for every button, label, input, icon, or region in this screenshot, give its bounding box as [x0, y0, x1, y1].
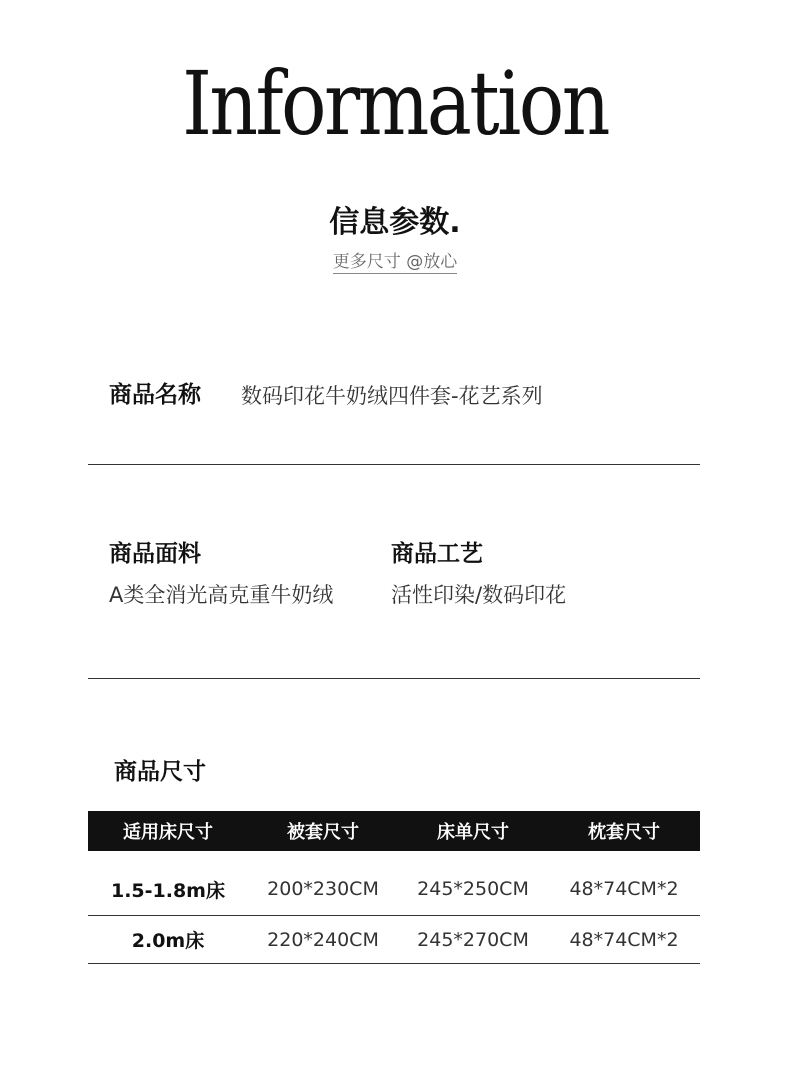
- table-row: [88, 863, 700, 916]
- product-name-value: 数码印花牛奶绒四件套-花艺系列: [241, 384, 543, 408]
- header-pillowcase-size: 枕套尺寸: [588, 822, 660, 843]
- hero-title: Information: [182, 52, 608, 155]
- table-cell-bed-size: 1.5-1.8m床: [110, 879, 225, 902]
- table-cell-duvet-size: 220*240CM: [267, 928, 379, 951]
- table-cell-duvet-size: 200*230CM: [267, 878, 379, 900]
- product-name-label: 商品名称: [109, 382, 201, 408]
- header-bed-size: 适用床尺寸: [123, 822, 213, 843]
- size-label: 商品尺寸: [114, 759, 206, 785]
- table-cell-sheet-size: 245*250CM: [417, 878, 529, 900]
- craft-label: 商品工艺: [391, 541, 483, 567]
- divider: [88, 464, 700, 465]
- header-sheet-size: 床单尺寸: [437, 822, 509, 843]
- divider: [88, 678, 700, 679]
- table-row: [88, 916, 700, 964]
- size-table: [88, 811, 700, 964]
- table-header: [88, 811, 700, 851]
- table-cell-pillowcase-size: 48*74CM*2: [569, 878, 679, 900]
- craft-value: 活性印染/数码印花: [391, 583, 567, 607]
- header-duvet-size: 被套尺寸: [287, 822, 359, 843]
- table-cell-pillowcase-size: 48*74CM*2: [569, 928, 679, 951]
- fabric-label: 商品面料: [109, 541, 201, 567]
- more-size-link-container: [0, 250, 790, 274]
- fabric-value: A类全消光高克重牛奶绒: [109, 583, 334, 607]
- table-cell-bed-size: 2.0m床: [131, 930, 205, 952]
- table-body: [88, 851, 700, 964]
- section-heading: 信息参数.: [329, 205, 461, 240]
- more-size-link[interactable]: 更多尺寸 @放心: [332, 252, 458, 272]
- table-cell-sheet-size: 245*270CM: [417, 928, 529, 951]
